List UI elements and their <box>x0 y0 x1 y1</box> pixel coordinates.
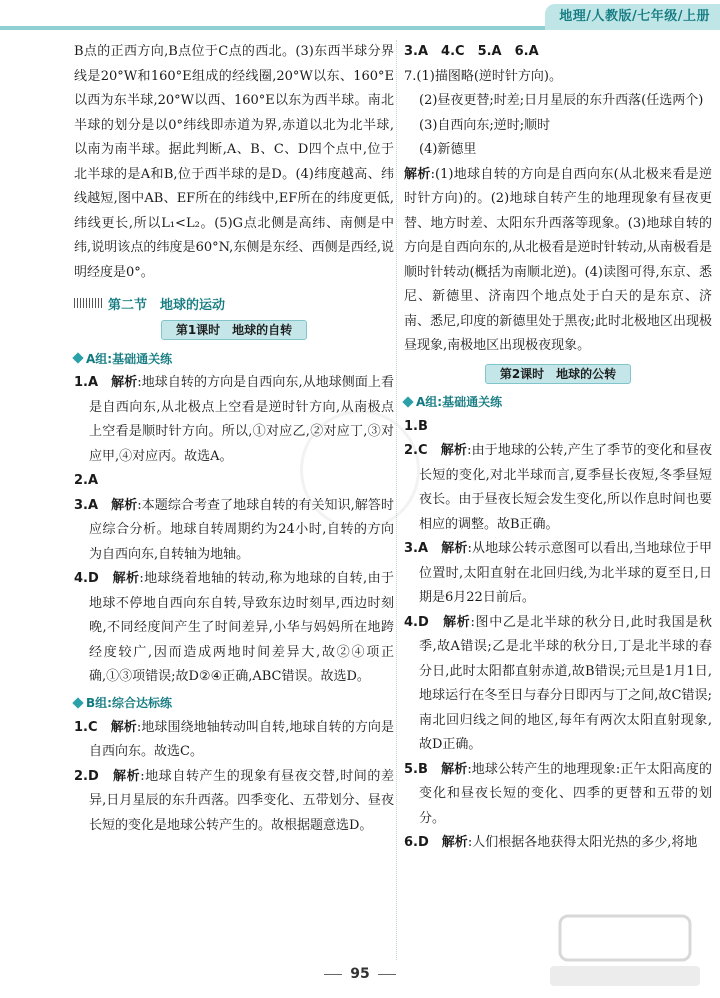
answer-item: 4.D 解析:图中乙是北半球的秋分日,此时我国是秋季,故A错误;乙是北半球的秋分日,丁是北半球的春分日,此时太阳都直射赤道,故B错误;元旦是1月1日,地球运行在冬至日与春分日即丙与丁之间,故C错误;南北回归线之间的地区,每年有两次太阳直射现象,故D正确。 <box>404 614 712 752</box>
group-a-heading: A组:基础通关练 <box>74 347 394 369</box>
answer-item: 4.D 解析:地球绕着地轴的转动,称为地球的自转,由于地球不停地自西向东自转,导致东边时刻早,西边时刻晚,不同经度间产生了时间差异,小华与妈妈所在地跨经度较广,因而造成两地时间差异大,故②④项正确,①③项错误;故D②④正确,ABC错误。故选D。 <box>74 571 394 684</box>
right-column <box>404 40 712 856</box>
answer-item: 3.A 解析:从地球公转示意图可以看出,当地球位于甲位置时,太阳直射在北回归线,为北半球的夏至日,日期是6月22日前后。 <box>404 541 712 605</box>
answer-item: 1.B <box>404 418 428 434</box>
answers-line: 3.A 4.C 5.A 6.A <box>404 44 539 59</box>
section-bars-icon <box>74 298 102 308</box>
answer-item: 2.C 解析:由于地球的公转,产生了季节的变化和昼夜长短的变化,对北半球而言,夏季昼长夜短,冬季昼短夜长。由于昼夜长短会发生变化,所以作息时间也要相应的调整。故B正确。 <box>404 443 712 532</box>
answer-item: 2.D 解析:地球自转产生的现象有昼夜交替,时间的差异,日月星辰的东升西落。四季变化、五带划分、昼夜长短的变化是地球公转产生的。故根据题意选D。 <box>74 768 394 833</box>
group-a-heading: A组:基础通关练 <box>404 391 712 413</box>
q7-line: 7.(1)描图略(逆时针方向)。 <box>404 68 562 84</box>
answer-item: 5.B 解析:地球公转产生的地理现象:正午太阳高度的变化和昼夜长短的变化、四季的更替和五带的划分。 <box>404 761 712 826</box>
page-number: 95 <box>0 966 720 982</box>
lesson-1-heading: 第1课时 地球的自转 <box>74 319 394 343</box>
header-bar <box>0 0 720 30</box>
answer-item: 1.A 解析:地球自转的方向是自西向东,从地球侧面上看是自西向东,从北极点上空看是逆时针方向,从南极点上空看是顺时针方向。所以,①对应乙,②对应丁,③对应甲,④对应丙。故选A。 <box>74 375 394 464</box>
diamond-icon <box>72 352 83 363</box>
answer-item: 3.A 解析:本题综合考查了地球自转的有关知识,解答时应综合分析。地球自转周期约为24小时,自转的方向为自西向东,自转轴为地轴。 <box>74 497 394 562</box>
book-info-tab: 地理/人教版/七年级/上册 <box>545 4 720 30</box>
q7-line: (4)新德里 <box>419 142 477 157</box>
answer-item: 6.D 解析:人们根据各地获得太阳光热的多少,将地 <box>404 835 698 850</box>
left-column <box>74 40 394 838</box>
lesson-2-heading: 第2课时 地球的公转 <box>404 363 712 387</box>
diamond-icon <box>72 697 83 708</box>
group-b-heading: B组:综合达标练 <box>74 692 394 714</box>
q7-analysis: 解析:(1)地球自转的方向是自西向东(从北极来看是逆时针方向)的。(2)地球自转产生的地理现象有昼夜更替、地方时差、太阳东升西落等现象。(3)地球自转的方向是自西向东的,从北极看是逆时针转动,从南极看是顺时针转动(概括为南顺北逆)。(4)读图可得,东京、悉尼、新德里、济南四个地点处于白天的是东京、济南、悉尼,印度的新德里处于黑夜;此时北极地区出现极昼现象,南极地区出现极夜现象。 <box>404 166 712 353</box>
section-heading: 第二节 地球的运动 <box>74 291 394 315</box>
q7-line: (2)昼夜更替;时差;日月星辰的东升西落(任选两个) <box>419 93 704 108</box>
q7-line: (3)自西向东;逆时;顺时 <box>419 117 551 133</box>
answer-item: 1.C 解析:地球围绕地轴转动叫自转,地球自转的方向是自西向东。故选C。 <box>74 719 394 759</box>
diamond-icon <box>402 396 413 407</box>
answer-item: 2.A <box>74 473 99 488</box>
intro-paragraph: B点的正西方向,B点位于C点的西北。(3)东西半球分界线是20°W和160°E组成的经线圈,20°W以东、160°E以西为东半球,20°W以西、160°E以东为西半球。南北半球的划分是以0°纬线即赤道为界,赤道以北为北半球,以南为南半球。据此判断,A、B、C、D四个点中,位于北半球的是A和B,位于西半球的是D。(4)纬度越高、纬线越短,图中AB、EF所在的纬线中,EF所在的纬度更低,纬线更长,所以L₁<L₂。(5)G点北侧是高纬、南侧是中纬,说明该点的纬度是60°N,东侧是东经、西侧是西经,说明经度是0°。 <box>74 44 394 280</box>
